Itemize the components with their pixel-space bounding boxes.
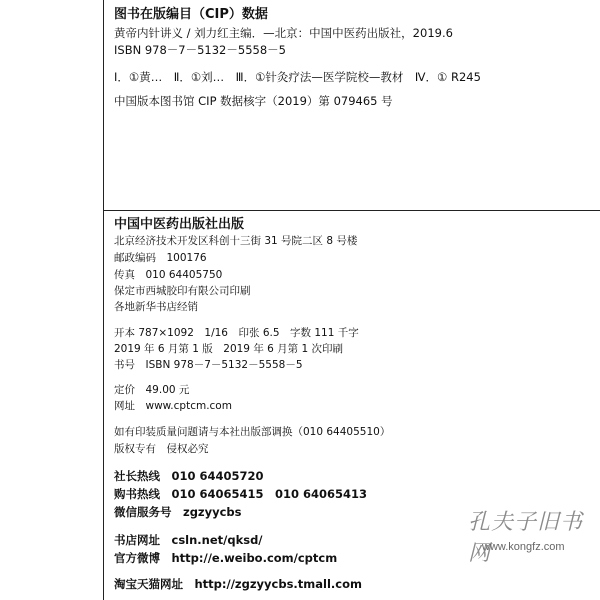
publisher-name: 中国中医药出版社出版 (114, 217, 245, 232)
publisher-address: 北京经济技术开发区科创十三街 31 号院二区 8 号楼 (114, 235, 358, 247)
purchase-hotline: 购书热线 010 64065415 010 64065413 (114, 487, 368, 501)
watermark-url: www.kongfz.com (482, 541, 565, 553)
distributor-name: 各地新华书店经销 (114, 301, 198, 313)
rights-notice: 版权专有 侵权必究 (114, 443, 209, 455)
weibo-url: 官方微博 http://e.weibo.com/cptcm (114, 551, 338, 565)
price: 定价 49.00 元 (114, 384, 190, 396)
tmall-url: 淘宝天猫网址 http://zgzyycbs.tmall.com (114, 577, 362, 591)
website: 网址 www.cptcm.com (114, 400, 232, 412)
cip-isbn-line: ISBN 978－7－5132－5558－5 (114, 43, 286, 57)
printer-name: 保定市西城胶印有限公司印刷 (114, 285, 251, 297)
publisher-fax: 传真 010 64405750 (114, 269, 223, 281)
section-divider (103, 210, 600, 211)
publisher-postcode: 邮政编码 100176 (114, 252, 207, 264)
cip-heading: 图书在版编目（CIP）数据 (114, 7, 268, 22)
wechat-account: 微信服务号 zgzyycbs (114, 505, 242, 519)
edition-info: 2019 年 6 月第 1 版 2019 年 6 月第 1 次印刷 (114, 343, 344, 355)
quality-notice: 如有印装质量问题请与本社出版部调换（010 64405510） (114, 426, 391, 438)
bookstore-url: 书店网址 csln.net/qksd/ (114, 533, 263, 547)
format-specs: 开本 787×1092 1/16 印张 6.5 字数 111 千字 (114, 327, 359, 339)
president-hotline: 社长热线 010 64405720 (114, 469, 264, 483)
left-margin-rule (103, 0, 104, 600)
cip-title-line: 黄帝内针讲义 / 刘力红主编．—北京：中国中医药出版社，2019.6 (114, 26, 453, 40)
watermark-logo: 孔夫子旧书网 (468, 510, 584, 566)
isbn-number: 书号 ISBN 978－7－5132－5558－5 (114, 359, 303, 371)
cip-classification-line: Ⅰ．①黄… Ⅱ．①刘… Ⅲ．①针灸疗法—医学院校—教材 Ⅳ．① R245 (114, 70, 481, 84)
cip-record-number: 中国版本图书馆 CIP 数据核字（2019）第 079465 号 (114, 94, 393, 108)
